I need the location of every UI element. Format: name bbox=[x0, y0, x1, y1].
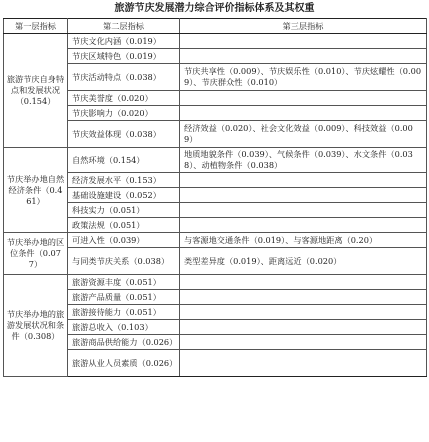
table-row bbox=[4, 248, 427, 275]
level3-cell: 与客源地交通条件（0.019）、与客源地距离（0.20） bbox=[180, 233, 427, 248]
level2-cell: 科技实力（0.051） bbox=[68, 203, 180, 218]
level3-cell bbox=[180, 218, 427, 233]
table-row bbox=[4, 218, 427, 233]
level3-cell: 节庆共享性（0.009）、节庆娱乐性（0.010）、节庆炫耀性（0.009）、节庆群众性（0.010） bbox=[180, 64, 427, 91]
table-row bbox=[4, 49, 427, 64]
indicator-table bbox=[3, 18, 427, 377]
table-row bbox=[4, 305, 427, 320]
level3-cell bbox=[180, 91, 427, 106]
level2-cell: 自然环境（0.154） bbox=[68, 148, 180, 173]
level3-cell: 类型差异度（0.019）、距离远近（0.020） bbox=[180, 248, 427, 275]
level2-cell: 旅游商品供给能力（0.026） bbox=[68, 335, 180, 350]
level3-cell: 地质地貌条件（0.039）、气候条件（0.039）、水文条件（0.038）、动植物条件（0.038） bbox=[180, 148, 427, 173]
level2-cell: 与同类节庆关系（0.038） bbox=[68, 248, 180, 275]
level3-cell bbox=[180, 275, 427, 290]
table-row bbox=[4, 91, 427, 106]
table-row bbox=[4, 106, 427, 121]
header-level1: 第一层指标 bbox=[4, 19, 68, 34]
table-row bbox=[4, 320, 427, 335]
table-row bbox=[4, 34, 427, 49]
level1-cell: 节庆举办地的区位条件（0.077） bbox=[4, 233, 68, 275]
level2-cell: 基础设施建设（0.052） bbox=[68, 188, 180, 203]
table-title: 旅游节庆发展潜力综合评价指标体系及其权重 bbox=[114, 3, 315, 14]
level3-cell bbox=[180, 320, 427, 335]
header-row bbox=[4, 19, 427, 34]
level1-cell: 节庆举办地的旅游发展状况和条件（0.308） bbox=[4, 275, 68, 377]
header-level3: 第三层指标 bbox=[180, 19, 427, 34]
header-level2: 第二层指标 bbox=[68, 19, 180, 34]
level1-cell: 节庆举办地自然经济条件（0.461） bbox=[4, 148, 68, 233]
level2-cell: 旅游产品质量（0.051） bbox=[68, 290, 180, 305]
level2-cell: 经济发展水平（0.153） bbox=[68, 173, 180, 188]
level2-cell: 节庆区域特色（0.019） bbox=[68, 49, 180, 64]
level3-cell bbox=[180, 290, 427, 305]
table-row bbox=[4, 290, 427, 305]
table-row bbox=[4, 188, 427, 203]
level3-cell bbox=[180, 34, 427, 49]
level2-cell: 节庆活动特点（0.038） bbox=[68, 64, 180, 91]
level3-cell bbox=[180, 350, 427, 377]
level2-cell: 旅游接待能力（0.051） bbox=[68, 305, 180, 320]
level2-cell: 可进入性（0.039） bbox=[68, 233, 180, 248]
table-row bbox=[4, 121, 427, 148]
level3-cell bbox=[180, 203, 427, 218]
table-row bbox=[4, 275, 427, 290]
level2-cell: 政策法规（0.051） bbox=[68, 218, 180, 233]
table-row bbox=[4, 173, 427, 188]
level2-cell: 旅游资源丰度（0.051） bbox=[68, 275, 180, 290]
level2-cell: 旅游总收入（0.103） bbox=[68, 320, 180, 335]
table-row bbox=[4, 350, 427, 377]
level2-cell: 节庆效益体现（0.038） bbox=[68, 121, 180, 148]
table-row bbox=[4, 335, 427, 350]
table-row bbox=[4, 64, 427, 91]
level3-cell bbox=[180, 49, 427, 64]
level2-cell: 节庆美誉度（0.020） bbox=[68, 91, 180, 106]
level3-cell bbox=[180, 305, 427, 320]
table-row bbox=[4, 203, 427, 218]
table-row bbox=[4, 148, 427, 173]
level3-cell bbox=[180, 335, 427, 350]
level2-cell: 节庆影响力（0.020） bbox=[68, 106, 180, 121]
level2-cell: 节庆文化内涵（0.019） bbox=[68, 34, 180, 49]
level3-cell: 经济效益（0.020）、社会文化效益（0.009）、科技效益（0.009） bbox=[180, 121, 427, 148]
level3-cell bbox=[180, 188, 427, 203]
table-row bbox=[4, 233, 427, 248]
level1-cell: 旅游节庆自身特点和发展状况（0.154） bbox=[4, 34, 68, 148]
level3-cell bbox=[180, 173, 427, 188]
level2-cell: 旅游从业人员素质（0.026） bbox=[68, 350, 180, 377]
level3-cell bbox=[180, 106, 427, 121]
